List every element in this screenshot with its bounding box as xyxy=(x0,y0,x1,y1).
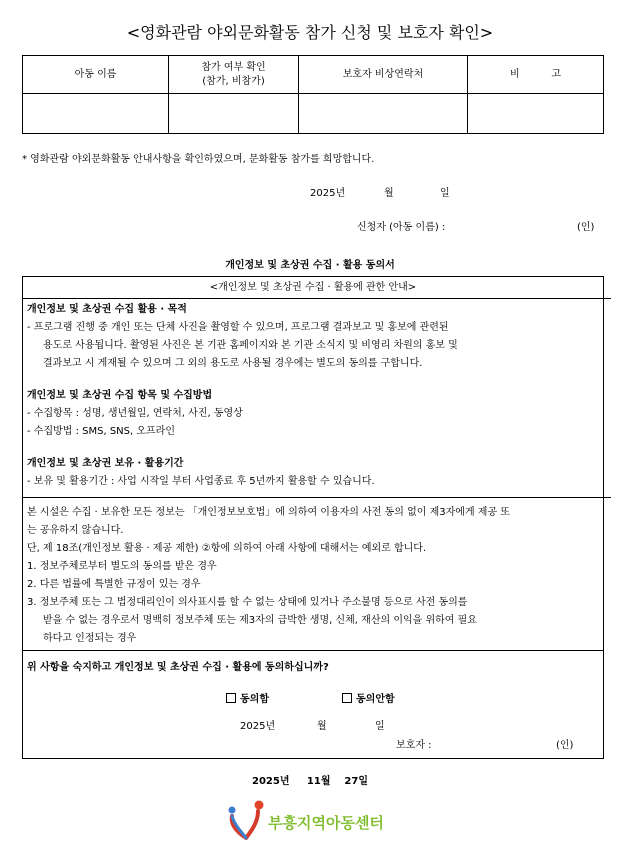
emergency-contact-cell[interactable] xyxy=(299,94,468,134)
applicant-label: 신청자 (아동 이름) : xyxy=(357,222,446,233)
header-participation-options: (참가, 비참가) xyxy=(202,75,265,87)
notice-text: * 영화관람 야외문화활동 안내사항을 확인하였으며, 문화활동 참가를 희망합니다. xyxy=(22,154,375,165)
header-emergency-contact: 보호자 비상연락처 xyxy=(299,56,468,94)
remarks-cell[interactable] xyxy=(468,94,604,134)
legal-section xyxy=(23,497,611,654)
purpose-line: 결과보고 시 게재될 수 있으며 그 외의 용도로 사용될 경우에는 별도의 동의를 구합니다. xyxy=(43,358,423,369)
agree-option[interactable] xyxy=(226,690,269,705)
footer-date: 2025년 11월 27일 xyxy=(252,776,368,787)
apply-day: 일 xyxy=(440,188,450,199)
legal-line: 는 공유하지 않습니다. xyxy=(27,525,124,536)
consent-title: 개인정보 및 초상권 수집 · 활용 동의서 xyxy=(225,260,395,271)
disagree-checkbox[interactable] xyxy=(342,693,352,703)
guardian-label: 보호자 : xyxy=(396,740,432,751)
legal-line: 단, 제 18조(개인정보 활용 · 제공 제한) ②항에 의하여 아래 사항에 대해서는 예외로 합니다. xyxy=(27,543,427,554)
agreement-question: 위 사항을 숙지하고 개인정보 및 초상권 수집 · 활용에 동의하십니까? xyxy=(27,662,329,673)
retention-line: - 보유 및 활용기간 : 사업 시작일 부터 사업종료 후 5년까지 활용할 수 있습니다. xyxy=(27,476,375,487)
agreement-section xyxy=(23,650,603,758)
items-title: 개인정보 및 초상권 수집 항목 및 수집방법 xyxy=(27,390,213,401)
disagree-label: 동의안함 xyxy=(356,694,395,705)
logo-text: 부흥지역아동센터 xyxy=(268,814,384,832)
legal-line: 1. 정보주체로부터 별도의 동의를 받은 경우 xyxy=(27,561,217,572)
child-name-cell[interactable] xyxy=(23,94,169,134)
legal-line: 본 시설은 수집 · 보유한 모든 정보는 「개인정보보호법」에 의하여 이용자의 사전 동의 없이 제3자에게 제공 또 xyxy=(27,507,510,518)
header-participation xyxy=(169,56,299,94)
apply-month: 월 xyxy=(384,188,394,199)
retention-title: 개인정보 및 초상권 보유 · 활용기간 xyxy=(27,458,184,469)
heart-people-icon xyxy=(226,800,270,840)
purpose-line: 용도로 사용됩니다. 촬영된 사진은 본 기관 홈페이지와 본 기관 소식지 및 비영리 차원의 홍보 및 xyxy=(43,340,458,351)
legal-line: 2. 다른 법률에 특별한 규정이 있는 경우 xyxy=(27,579,201,590)
items-line: - 수집방법 : SMS, SNS, 오프라인 xyxy=(27,426,176,437)
agree-label: 동의함 xyxy=(240,694,269,705)
participation-cell[interactable] xyxy=(169,94,299,134)
guide-section xyxy=(23,298,611,503)
header-remarks: 비 고 xyxy=(468,56,604,94)
consent-day: 일 xyxy=(375,721,385,732)
applicant-seal: (인) xyxy=(577,222,595,233)
consent-year: 2025년 xyxy=(240,721,276,732)
purpose-line: - 프로그램 진행 중 개인 또는 단체 사진을 촬영할 수 있으며, 프로그램 결과보고 및 홍보에 관련된 xyxy=(27,322,449,333)
guide-header: <개인정보 및 초상권 수집 · 활용에 관한 안내> xyxy=(209,282,417,293)
agree-checkbox[interactable] xyxy=(226,693,236,703)
apply-year: 2025년 xyxy=(310,188,346,199)
header-participation-label: 참가 여부 확인 xyxy=(201,61,266,73)
consent-month: 월 xyxy=(317,721,327,732)
disagree-option[interactable] xyxy=(342,690,395,705)
application-table xyxy=(22,55,604,134)
center-logo xyxy=(226,800,384,843)
consent-box xyxy=(22,276,604,759)
legal-line: 받을 수 없는 경우로서 명백히 정보주체 또는 제3자의 급박한 생명, 신체, 재산의 이익을 위하여 필요 xyxy=(43,615,477,626)
legal-line: 3. 정보주체 또는 그 법정대리인이 의사표시를 할 수 없는 상태에 있거나 주소불명 등으로 사전 동의를 xyxy=(27,597,468,608)
purpose-title: 개인정보 및 초상권 수집 활용 · 목적 xyxy=(27,304,187,315)
legal-line: 하다고 인정되는 경우 xyxy=(43,633,137,644)
items-line: - 수집항목 : 성명, 생년월일, 연락처, 사진, 동영상 xyxy=(27,408,243,419)
page-title: <영화관람 야외문화활동 참가 신청 및 보호자 확인> xyxy=(126,23,494,42)
header-child-name: 아동 이름 xyxy=(23,56,169,94)
guardian-seal: (인) xyxy=(556,740,574,751)
